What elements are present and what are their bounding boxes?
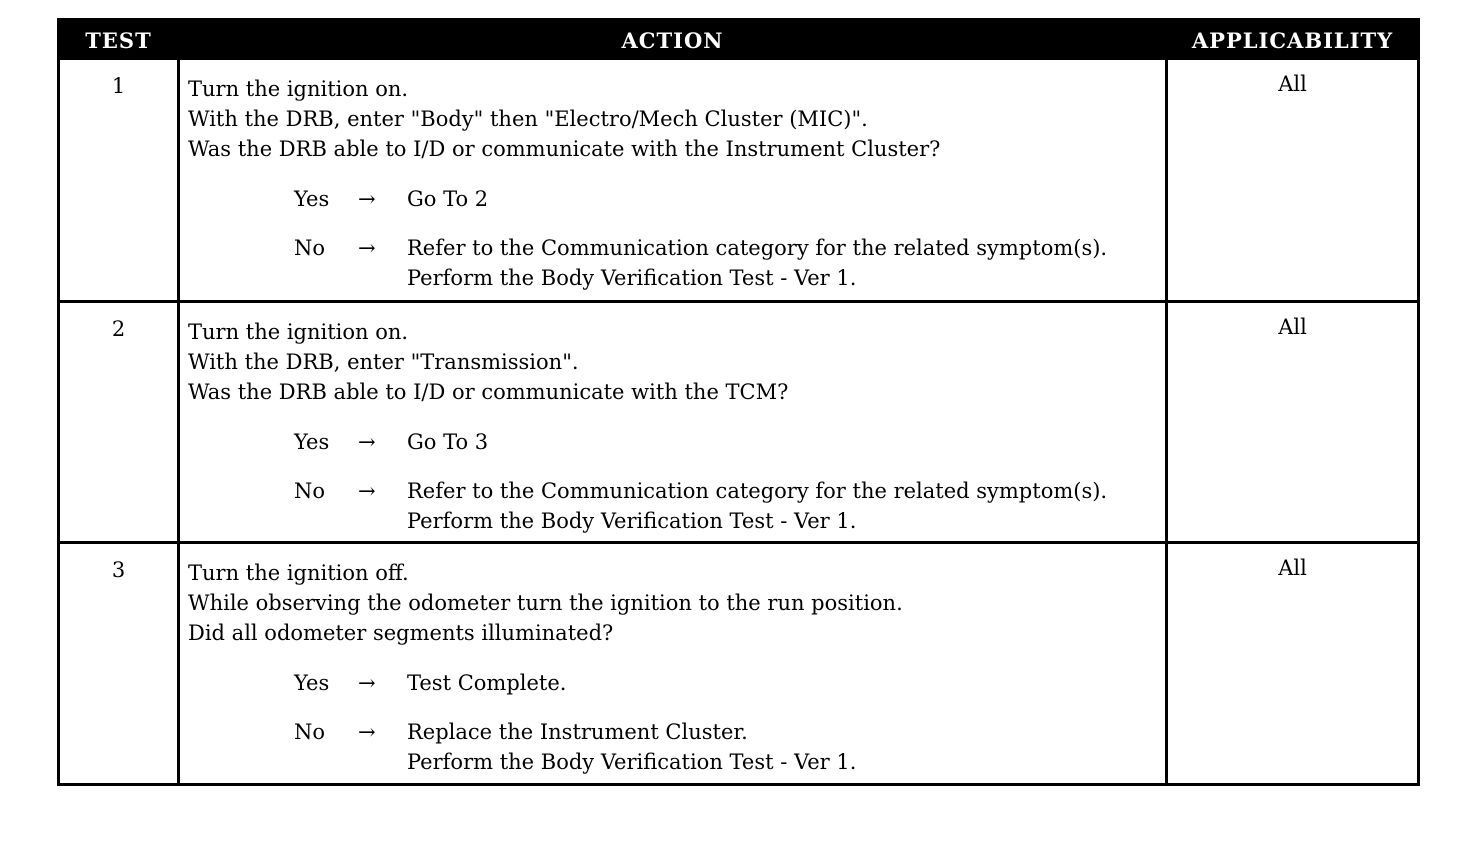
yes-label: Yes [294,671,330,695]
action-line: With the DRB, enter "Transmission". [188,350,579,374]
action-line: With the DRB, enter "Body" then "Electro/Mech Cluster (MIC)". [188,107,868,131]
action-line: Turn the ignition off. [188,561,409,585]
yes-result: Go To 3 [407,430,489,454]
yes-choice [188,427,1158,457]
table-row [60,303,1417,541]
no-result: Refer to the Communication category for the related symptom(s). [407,479,1108,503]
no-result-continued: Perform the Body Verification Test - Ver 1. [407,750,857,774]
test-number: 2 [111,317,126,341]
header-test: TEST [85,28,152,53]
no-label: No [294,236,326,260]
no-result-continued: Perform the Body Verification Test - Ver 1. [407,509,857,533]
action-cell [188,317,1158,536]
right-arrow-icon: → [358,187,376,211]
no-choice [188,233,1158,263]
header-applicability: APPLICABILITY [1191,28,1394,53]
no-label: No [294,720,326,744]
applicability-value: All [1278,315,1307,339]
yes-result: Go To 2 [407,187,489,211]
header-action: ACTION [621,28,724,53]
right-arrow-icon: → [358,720,376,744]
table-row [60,544,1417,783]
yes-label: Yes [294,430,330,454]
action-cell [188,558,1158,777]
no-result: Replace the Instrument Cluster. [407,720,748,744]
action-line: Turn the ignition on. [188,320,409,344]
yes-label: Yes [294,187,330,211]
yes-choice [188,668,1158,698]
action-line: While observing the odometer turn the ignition to the run position. [188,591,903,615]
no-label: No [294,479,326,503]
right-arrow-icon: → [358,236,376,260]
right-arrow-icon: → [358,430,376,454]
diagnostic-test-table [57,18,1420,786]
applicability-value: All [1278,72,1307,96]
yes-choice [188,184,1158,214]
action-line: Was the DRB able to I/D or communicate with the Instrument Cluster? [188,137,941,161]
yes-result: Test Complete. [407,671,567,695]
right-arrow-icon: → [358,671,376,695]
table-header [60,21,1417,60]
action-cell [188,74,1158,293]
no-result: Refer to the Communication category for the related symptom(s). [407,236,1108,260]
applicability-value: All [1278,556,1307,580]
no-choice [188,717,1158,747]
action-line: Was the DRB able to I/D or communicate with the TCM? [188,380,789,404]
action-line: Turn the ignition on. [188,77,409,101]
no-result-continued: Perform the Body Verification Test - Ver 1. [407,266,857,290]
test-number: 3 [111,558,126,582]
test-number: 1 [111,74,126,98]
right-arrow-icon: → [358,479,376,503]
no-choice [188,476,1158,506]
action-line: Did all odometer segments illuminated? [188,621,614,645]
table-row [60,60,1417,300]
